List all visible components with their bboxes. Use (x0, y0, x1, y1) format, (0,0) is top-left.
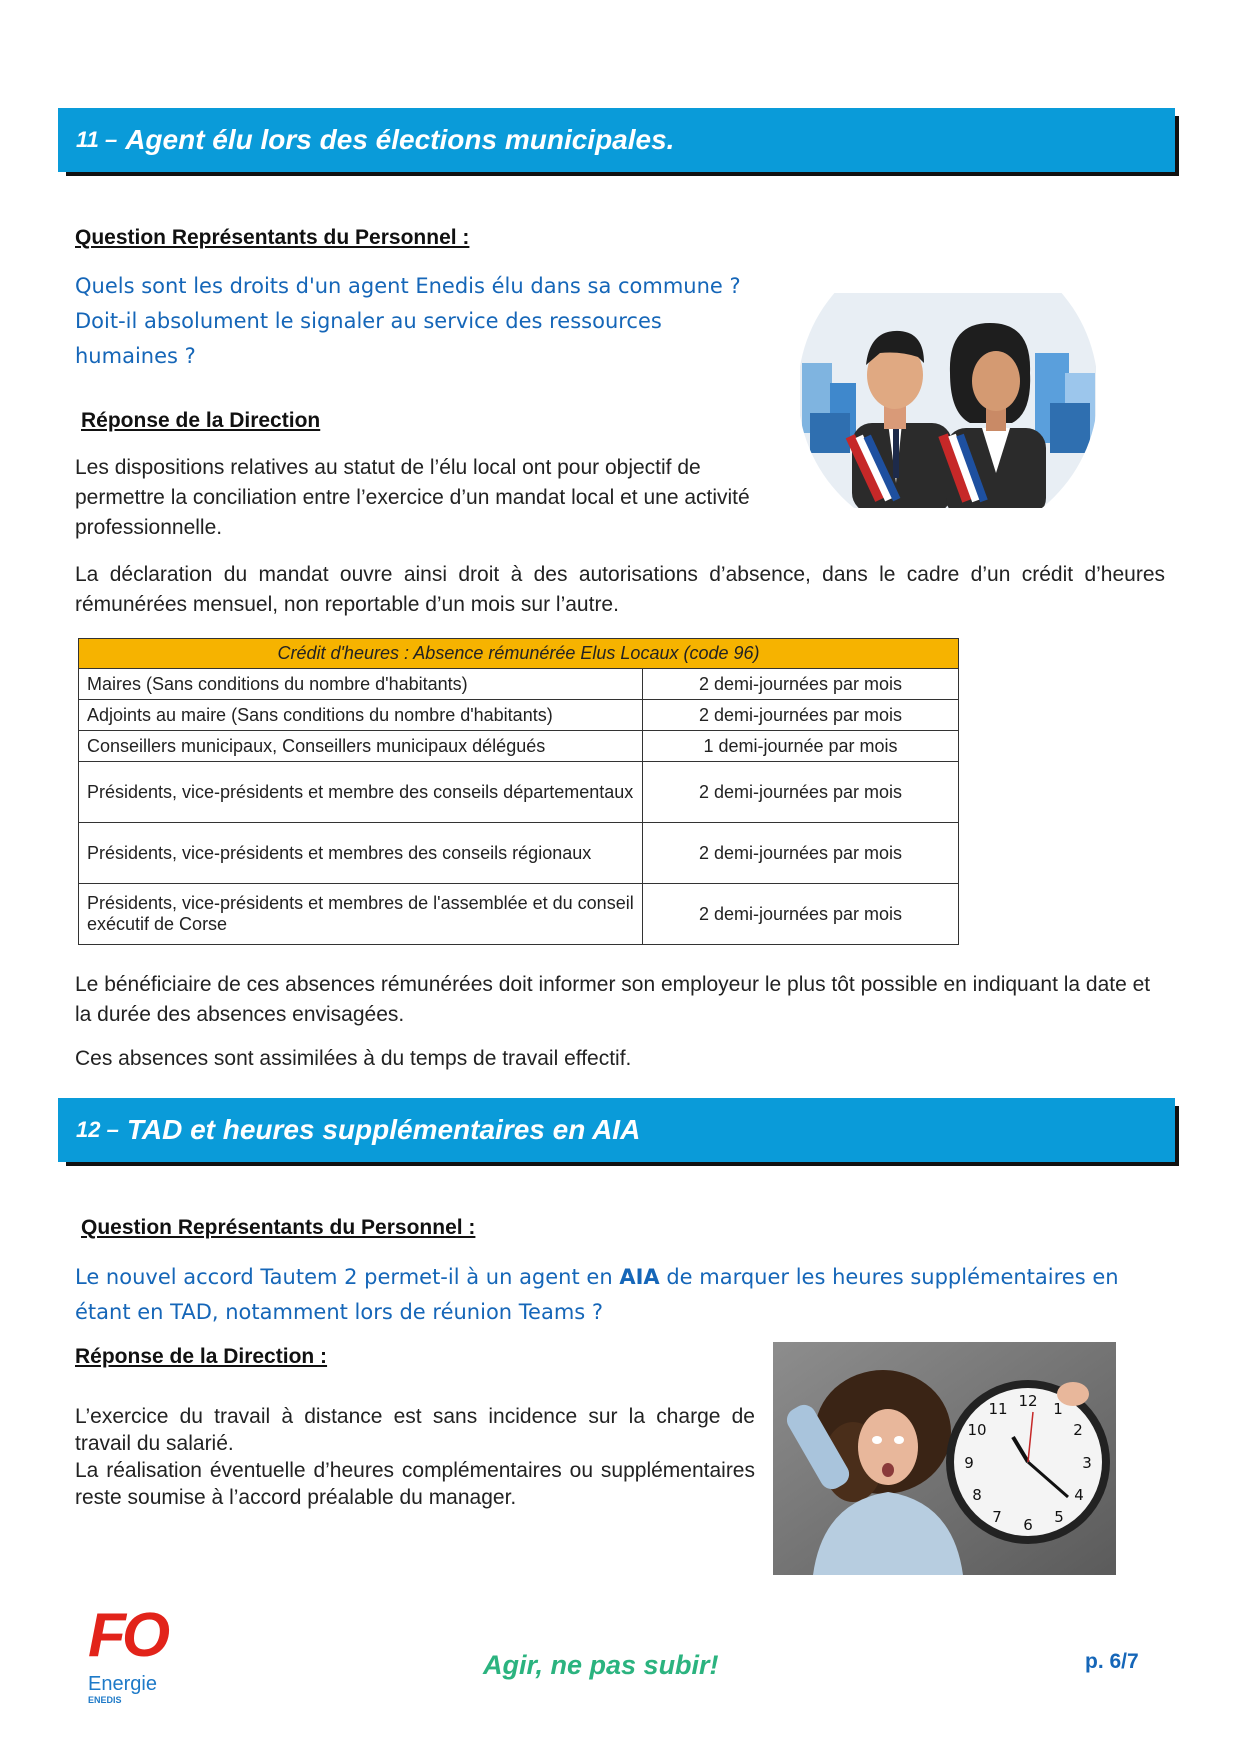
fo-energie-logo (88, 1601, 170, 1705)
answer-heading: Réponse de la Direction : (75, 1345, 328, 1368)
answer-paragraph: La déclaration du mandat ouvre ainsi droit à des autorisations d’absence, dans le cadre d’un crédit d’heures rémunérées mensuel, non reportable d’un mois sur l’autre. (75, 563, 1165, 616)
answer-paragraph: Les dispositions relatives au statut de l’élu local ont pour objectif de permettre la conciliation entre l’exercice d’un mandat local et une activité professionnelle. (75, 456, 750, 539)
table-row (79, 762, 959, 823)
row-value: 2 demi-journées par mois (643, 700, 959, 731)
section-12-banner (58, 1098, 1175, 1162)
row-value: 1 demi-journée par mois (643, 731, 959, 762)
answer-heading: Réponse de la Direction (81, 409, 321, 432)
clock-number: 11 (988, 1400, 1008, 1418)
question-line: humaines ? (75, 344, 196, 368)
table-header: Crédit d'heures : Absence rémunérée Elus Locaux (code 96) (79, 639, 959, 669)
question-part: Le nouvel accord Tautem 2 permet-il à un agent en (75, 1265, 620, 1289)
clock-number: 1 (1053, 1400, 1063, 1418)
row-value: 2 demi-journées par mois (643, 669, 959, 700)
clock-number: 9 (964, 1454, 974, 1472)
table-row (79, 731, 959, 762)
question-line: Quels sont les droits d'un agent Enedis élu dans sa commune ? (75, 274, 741, 298)
clock-number: 3 (1082, 1454, 1092, 1472)
question-part: de marquer les heures supplémentaires en étant en TAD, notamment lors de réunion Teams ? (75, 1265, 1119, 1324)
banner-bar (58, 108, 1175, 172)
row-value: 2 demi-journées par mois (643, 884, 959, 945)
answer-paragraph: Le bénéficiaire de ces absences rémunérées doit informer son employeur le plus tôt possible en indiquant la date et la durée des absences envisagées. (75, 973, 1151, 1026)
table-row (79, 669, 959, 700)
clock-number: 7 (992, 1508, 1002, 1526)
section-number: 11 – (76, 127, 118, 152)
table-row (79, 884, 959, 945)
question-text (75, 1260, 1165, 1330)
answer-line: L’exercice du travail à distance est sans incidence sur la charge de travail du salarié. (75, 1405, 755, 1455)
question-keyword: AIA (619, 1265, 660, 1289)
question-text (75, 269, 775, 374)
section-number: 12 – (76, 1117, 119, 1142)
answer-paragraph (75, 1403, 755, 1511)
answer-line: La réalisation éventuelle d’heures complémentaires ou supplémentaires reste soumise à l’accord préalable du manager. (75, 1459, 755, 1509)
section-title: TAD et heures supplémentaires en AIA (126, 1114, 641, 1145)
question-line: Doit-il absolument le signaler au service des ressources (75, 309, 662, 333)
clock-number: 4 (1074, 1486, 1084, 1504)
banner-bar (58, 1098, 1175, 1162)
logo-enedis-text: ENEDIS (88, 1695, 122, 1705)
row-value: 2 demi-journées par mois (643, 762, 959, 823)
clock-number: 5 (1054, 1508, 1064, 1526)
stressed-woman-clock-photo (773, 1342, 1116, 1575)
table-row (79, 823, 959, 884)
slogan: Agir, ne pas subir! (483, 1650, 719, 1680)
clock-number: 10 (967, 1421, 987, 1439)
logo-fo-text: FO (88, 1601, 167, 1670)
clock-number: 2 (1073, 1421, 1083, 1439)
logo-energie-text: Energie (88, 1673, 157, 1695)
row-label: Conseillers municipaux, Conseillers municipaux délégués (79, 731, 643, 762)
question-heading: Question Représentants du Personnel : (81, 1216, 476, 1239)
page-number: p. 6/7 (1085, 1650, 1139, 1673)
credit-hours-table (78, 638, 959, 945)
clock-number: 8 (972, 1486, 982, 1504)
clock-number: 6 (1023, 1516, 1033, 1534)
row-value: 2 demi-journées par mois (643, 823, 959, 884)
elected-officials-illustration (800, 293, 1096, 508)
row-label: Présidents, vice-présidents et membres de l'assemblée et du conseil exécutif de Corse (79, 884, 643, 945)
clock-number: 12 (1018, 1392, 1038, 1410)
question-heading: Question Représentants du Personnel : (75, 226, 470, 249)
row-label: Adjoints au maire (Sans conditions du nombre d'habitants) (79, 700, 643, 731)
section-11-banner (58, 108, 1175, 172)
section-title: Agent élu lors des élections municipales. (125, 124, 675, 155)
table-row (79, 700, 959, 731)
row-label: Présidents, vice-présidents et membre des conseils départementaux (79, 762, 643, 823)
answer-paragraph: Ces absences sont assimilées à du temps de travail effectif. (75, 1047, 632, 1070)
row-label: Maires (Sans conditions du nombre d'habitants) (79, 669, 643, 700)
row-label: Présidents, vice-présidents et membres des conseils régionaux (79, 823, 643, 884)
